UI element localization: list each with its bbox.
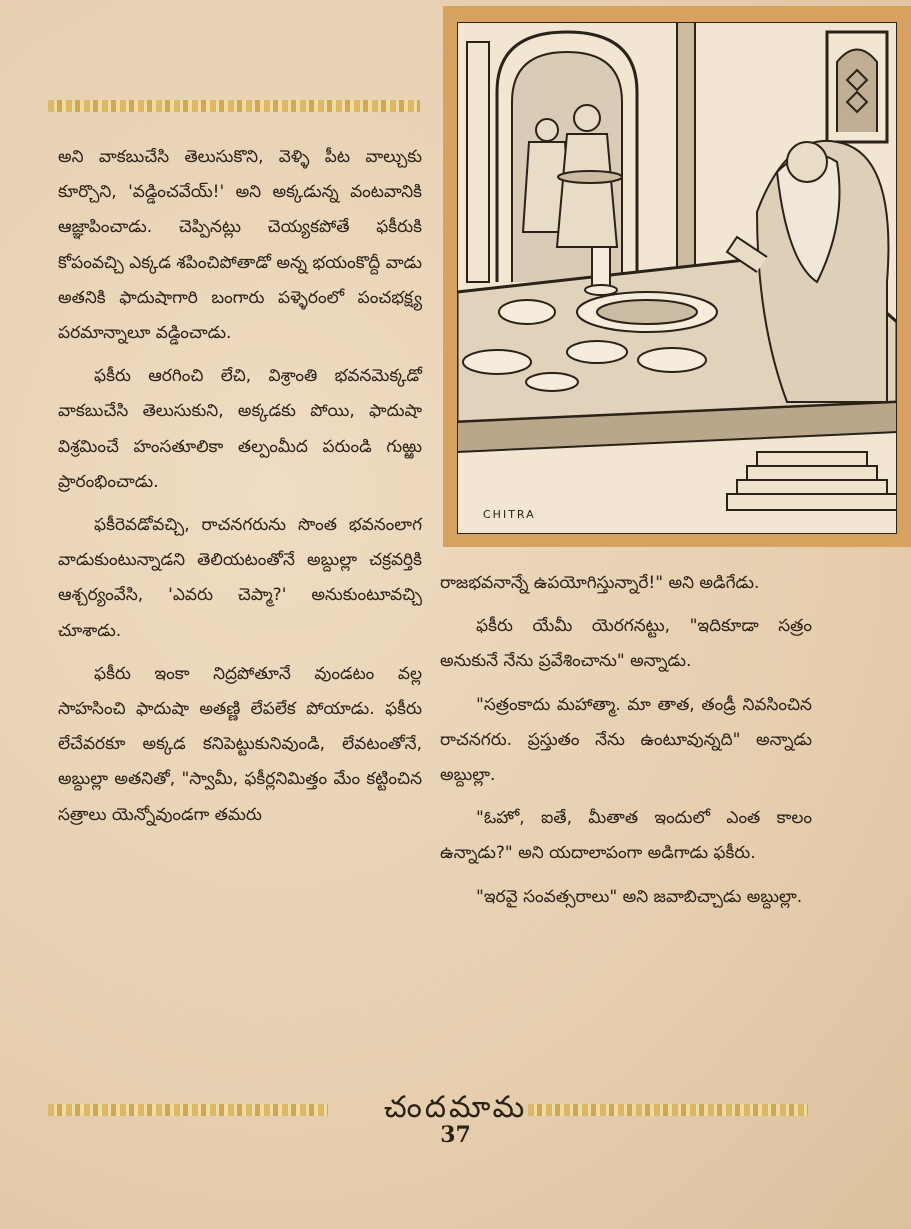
paragraph: అని వాకబుచేసి తెలుసుకొని, వెళ్ళి పీట వాల్చుకు కూర్చొని, 'వడ్డించవేయ్!' అని అక్కడున్న వంటవానికి ఆజ్ఞాపించాడు. చెప్పినట్లు చెయ్యకపోతే ఫకీరుకి కోపంవచ్చి ఎక్కడ శపించిపోతాడో అన్న భయంకొద్దీ వాడు అతనికి ఫాదుషాగారి బంగారు పళ్ళెరంలో పంచభక్ష్య పరమాన్నాలూ వడ్డించాడు. [58,147,422,344]
paragraph: "ఇరవై సంవత్సరాలు" అని జవాబిచ్చాడు అబ్దుల్లా. [476,886,803,907]
top-ornament-border [48,100,420,112]
paragraph: "ఓహో, ఐతే, మీతాత ఇందులో ఎంత కాలం ఉన్నాడు?" అని యదాలాపంగా అడిగాడు ఫకీరు. [440,808,812,864]
paragraph: "సత్రంకాదు మహాత్మా. మా తాత, తండ్రీ నివసించిన రాచనగరు. ప్రస్తుతం నేను ఉంటూవున్నది" అన్నాడు అబ్దుల్లా. [440,694,812,786]
artist-signature: CHITRA [483,508,536,521]
paragraph: రాజభవనాన్నే ఉపయోగిస్తున్నారే!" అని అడిగేడు. [440,573,760,593]
left-text-column [58,140,422,841]
page-number: 37 [440,1122,471,1148]
story-illustration [443,6,911,547]
magazine-title: చందమామ [383,1090,528,1125]
paragraph: ఫకీరెవడోవచ్చి, రాచనగరును సొంత భవనంలాగ వాడుకుంటున్నాడని తెలియటంతోనే అబ్దుల్లా చక్రవర్తికి ఆశ్చర్యంవేసి, 'ఎవరు చెప్మా?' అనుకుంటూవచ్చి చూశాడు. [58,515,422,641]
right-text-column [440,566,812,923]
paragraph: ఫకీరు యేమీ యెరగనట్టు, "ఇదికూడా సత్రం అనుకునే నేను ప్రవేశించాను" అన్నాడు. [440,616,812,672]
fakir-feast-drawing [457,22,897,534]
paragraph: ఫకీరు ఇంకా నిద్రపోతూనే వుండటం వల్ల సాహసించి ఫాదుషా అతణ్ణి లేపలేక పోయాడు. ఫకీరు లేచేవరకూ అక్కడ కనిపెట్టుకునివుండి, లేవటంతోనే, అబ్దుల్లా అతనితో, "స్వామీ, ఫకీర్లనిమిత్తం మేం కట్టించిన సత్రాలు యెన్నోవుండగా తమరు [58,663,422,825]
paragraph: ఫకీరు ఆరగించి లేచి, విశ్రాంతి భవనమెక్కడో వాకబుచేసి తెలుసుకుని, అక్కడకు పోయి, ఫాదుషా విశ్రమించే హంసతూలికా తల్పంమీద పరుండి గుఱ్ఱు ప్రారంభించాడు. [58,366,422,492]
